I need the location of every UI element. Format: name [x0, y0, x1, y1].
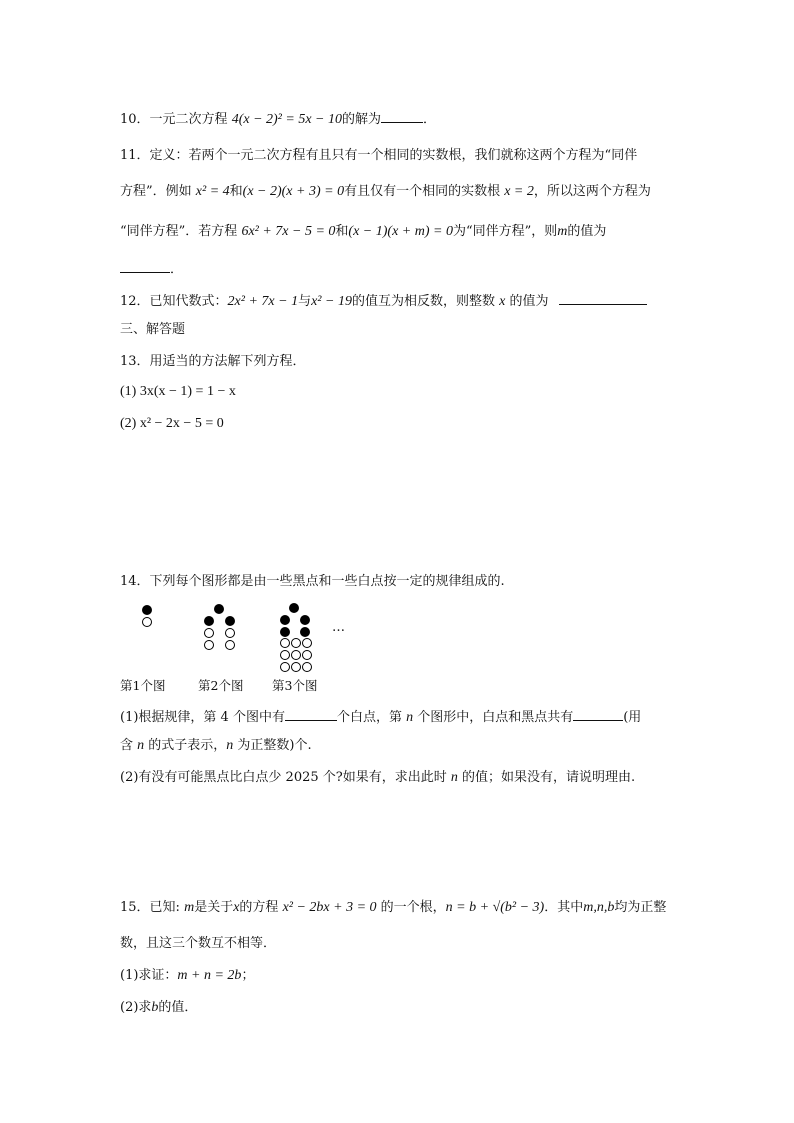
- white-dot: [225, 628, 235, 638]
- q12-line: 12．已知代数式：2x² + 7x − 1与x² − 19的值互为相反数，则整数 x 的值为: [120, 290, 647, 312]
- figure-1-caption: 第1个图: [120, 678, 166, 693]
- q14-blank-1[interactable]: [285, 706, 337, 721]
- white-dot: [291, 638, 301, 648]
- q10-line: 10．一元二次方程 4(x − 2)² = 5x − 10的解为 ．: [120, 108, 436, 130]
- q11-line-1: 11．定义：若两个一元二次方程有且只有一个相同的实数根，我们就称这两个方程为“同伴: [120, 148, 638, 163]
- q14-part-1-cont: 含 n 的式子表示，n 为正整数)个.: [120, 738, 312, 753]
- black-dot: [280, 627, 290, 637]
- q11-line-4: ．: [120, 258, 183, 280]
- q10-equation: 4(x − 2)² = 5x − 10: [231, 112, 342, 127]
- black-dot: [280, 615, 290, 625]
- q13-part-2: (2) x² − 2x − 5 = 0: [120, 416, 224, 431]
- white-dot: [225, 640, 235, 650]
- black-dot: [142, 605, 152, 615]
- white-dot: [291, 650, 301, 660]
- black-dot: [204, 616, 214, 626]
- q11-line-2: 方程”．例如 x² = 4和(x − 2)(x + 3) = 0有且仅有一个相同的实数根 x = 2，所以这两个方程为: [120, 184, 651, 199]
- white-dot: [302, 638, 312, 648]
- white-dot: [280, 662, 290, 672]
- black-dot: [214, 604, 224, 614]
- white-dot: [204, 628, 214, 638]
- white-dot: [280, 638, 290, 648]
- q13-title: 13．用适当的方法解下列方程．: [120, 354, 306, 369]
- q11-line-3: “同伴方程”．若方程 6x² + 7x − 5 = 0和(x − 1)(x + m) = 0为“同伴方程”，则m的值为: [120, 224, 607, 239]
- q14-part-1: (1)根据规律，第 4 个图中有 个白点，第 n 个图形中，白点和黑点共有 (用: [120, 706, 641, 728]
- q14-title: 14．下列每个图形都是由一些黑点和一些白点按一定的规律组成的.: [120, 574, 505, 589]
- white-dot: [291, 662, 301, 672]
- ellipsis: …: [332, 620, 345, 635]
- q13-part-1: (1) 3x(x − 1) = 1 − x: [120, 384, 236, 399]
- white-dot: [302, 650, 312, 660]
- figure-2-caption: 第2个图: [198, 678, 244, 693]
- q15-part-1: (1)求证：m + n = 2b；: [120, 968, 255, 983]
- black-dot: [225, 616, 235, 626]
- white-dot: [302, 662, 312, 672]
- white-dot: [280, 650, 290, 660]
- black-dot: [300, 627, 310, 637]
- figure-3-caption: 第3个图: [272, 678, 318, 693]
- white-dot: [142, 617, 152, 627]
- q10-answer-blank[interactable]: [381, 108, 423, 123]
- q14-part-2: (2)有没有可能黑点比白点少 2025 个?如果有，求出此时 n 的值；如果没有，请说明理由.: [120, 770, 636, 785]
- q15-line-1: 15．已知: m是关于x的方程 x² − 2bx + 3 = 0 的一个根，n = b + √(b² − 3)．其中m,n,b均为正整: [120, 900, 667, 915]
- q11-answer-blank[interactable]: [120, 258, 170, 273]
- q12-answer-blank[interactable]: [559, 290, 647, 305]
- black-dot: [300, 615, 310, 625]
- q15-line-2: 数，且这三个数互不相等．: [120, 936, 277, 951]
- q15-part-2: (2)求b的值．: [120, 1000, 198, 1015]
- q14-blank-2[interactable]: [573, 706, 623, 721]
- white-dot: [204, 640, 214, 650]
- section-heading: 三、解答题: [120, 322, 186, 337]
- black-dot: [289, 603, 299, 613]
